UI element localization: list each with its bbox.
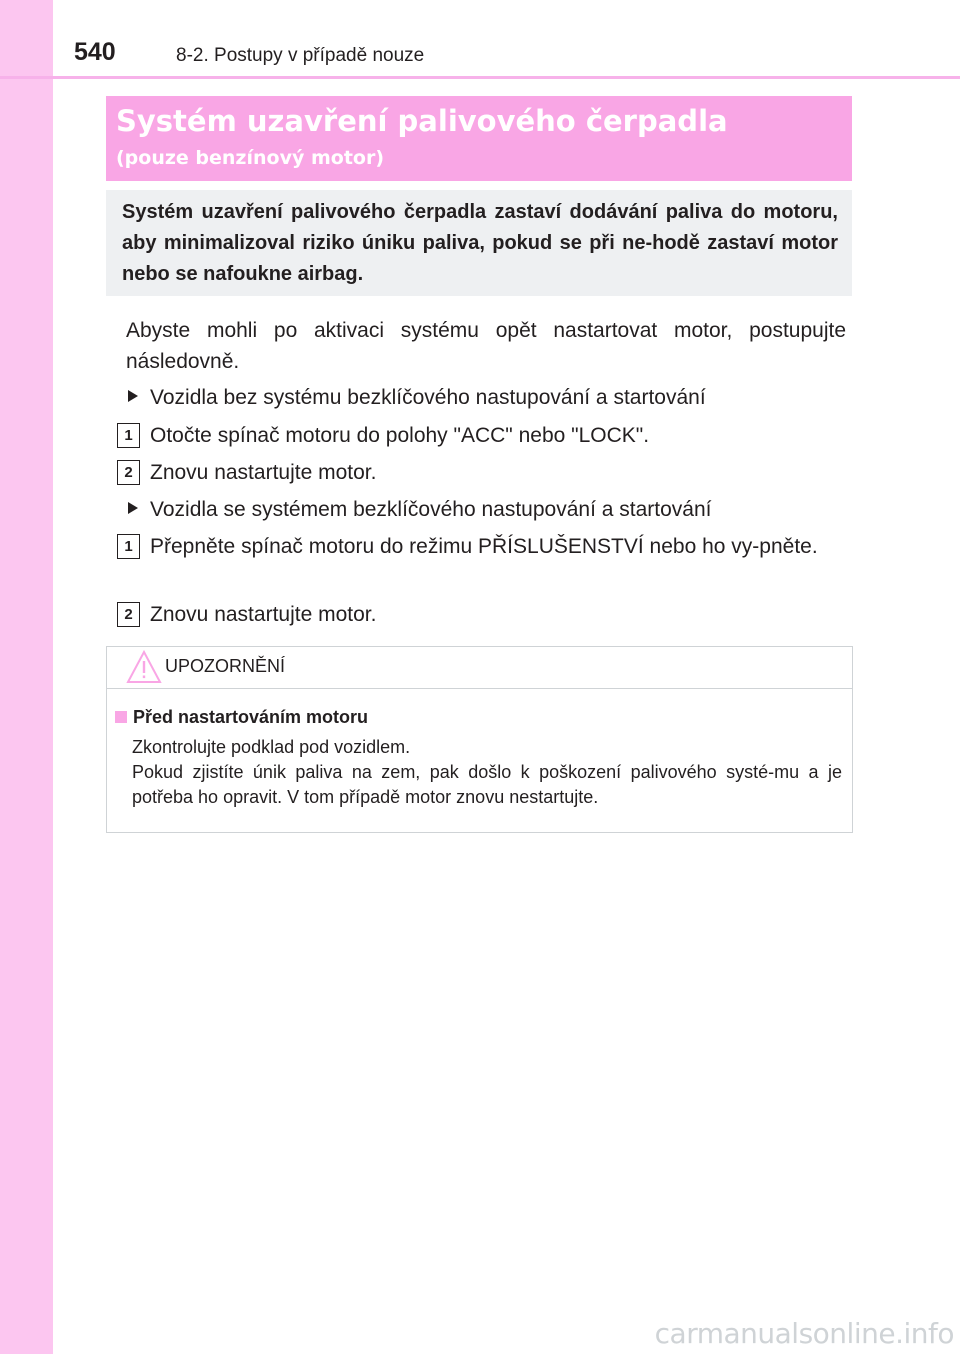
header-rule: [0, 76, 960, 79]
page-number: 540: [74, 38, 116, 66]
page-title: Systém uzavření palivového čerpadla: [116, 104, 728, 138]
caution-heading: [115, 707, 368, 728]
step-text: Znovu nastartujte motor.: [150, 461, 377, 484]
caution-label: UPOZORNĚNÍ: [165, 656, 286, 676]
pink-square-icon: [115, 711, 127, 723]
caution-header: [107, 647, 852, 689]
triangle-arrow-icon: [128, 390, 138, 402]
intro-paragraph: Abyste mohli po aktivaci systému opět nastartovat motor, postupujte následovně.: [126, 319, 846, 373]
side-color-strip: [0, 0, 53, 1354]
caution-box: [106, 646, 853, 833]
caution-line: Zkontrolujte podklad pod vozidlem.: [132, 737, 411, 757]
step-number-badge: 1: [117, 423, 140, 448]
summary-box: [106, 190, 852, 296]
page-subtitle: (pouze benzínový motor): [116, 147, 385, 169]
section-heading-without-smart-key: [128, 383, 706, 412]
caution-heading-text: Před nastartováním motoru: [133, 707, 369, 727]
step-text: Znovu nastartujte motor.: [150, 603, 377, 626]
triangle-arrow-icon: [128, 502, 138, 514]
section-heading-with-smart-key: [128, 495, 711, 524]
step-number-badge: 1: [117, 534, 140, 559]
caution-body: [132, 735, 842, 810]
section-label: 8-2. Postupy v případě nouze: [176, 45, 425, 66]
section-heading-text: Vozidla bez systému bezklíčového nastupování a startování: [150, 386, 706, 409]
section-heading-text: Vozidla se systémem bezklíčového nastupování a startování: [150, 498, 712, 521]
warning-triangle-icon: [126, 650, 162, 684]
footer-watermark: carmanualsonline.info: [654, 1317, 954, 1350]
step-text: Přepněte spínač motoru do režimu PŘÍSLUŠENSTVÍ nebo ho vy-pněte.: [150, 535, 818, 558]
step-number-badge: 2: [117, 460, 140, 485]
step-number-badge: 2: [117, 602, 140, 627]
title-box: [106, 96, 852, 181]
summary-text: Systém uzavření palivového čerpadla zastaví dodávání paliva do motoru, aby minimalizoval riziko úniku paliva, pokud se při ne-hodě zastaví motor nebo se nafoukne airbag.: [122, 201, 838, 285]
step-text: Otočte spínač motoru do polohy "ACC" nebo "LOCK".: [150, 424, 650, 447]
caution-line: Pokud zjistíte únik paliva na zem, pak došlo k poškození palivového systé-mu a je potřeba ho opravit. V tom případě motor znovu nestartujte.: [132, 762, 842, 807]
